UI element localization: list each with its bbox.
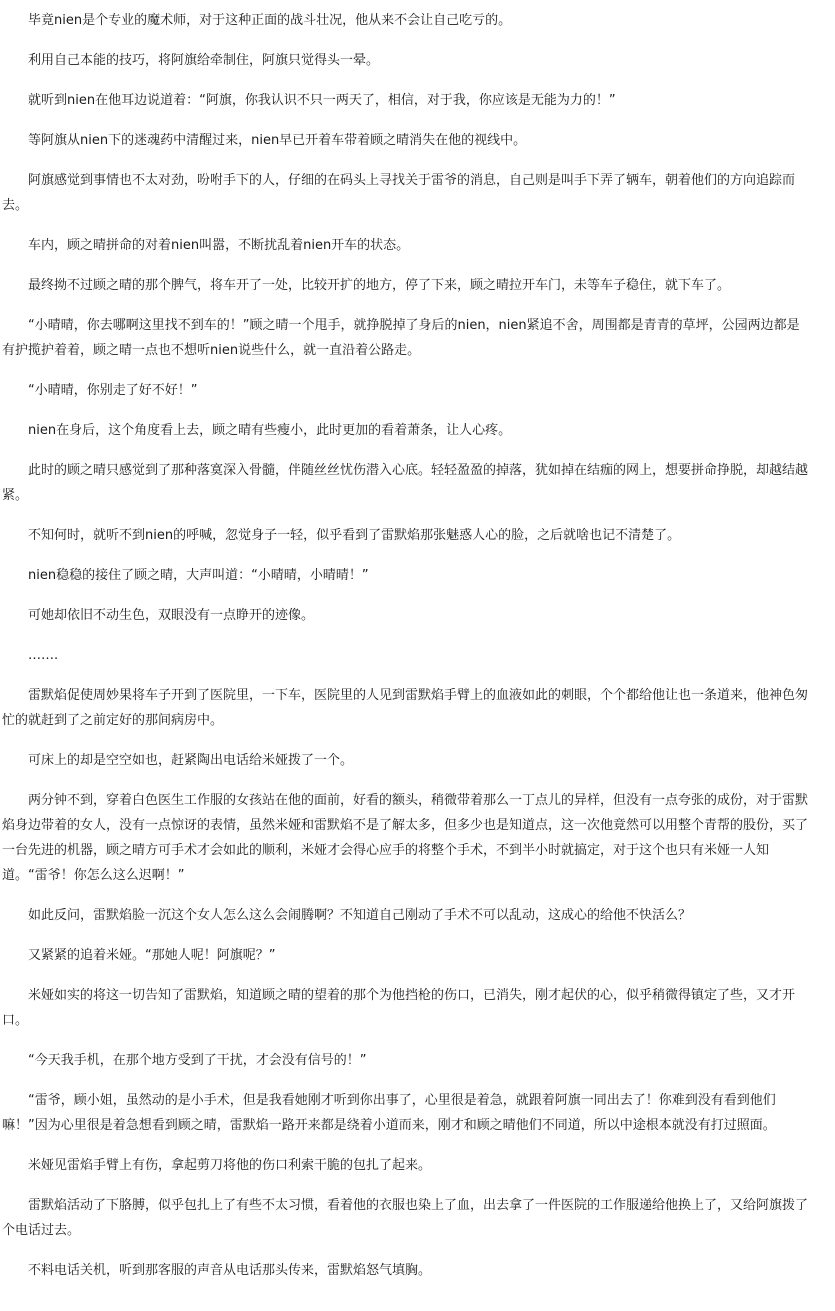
paragraph: 不料电话关机，听到那客服的声音从电话那头传来，雷默焰怒气填胸。: [28, 1263, 432, 1278]
paragraph: 就听到nien在他耳边说道着：“阿旗，你我认识不只一两天了，相信，对于我，你应该是无能为力的！”: [28, 93, 616, 108]
paragraph: 最终拗不过顾之晴的那个脾气，将车开了一处，比较开扩的地方，停了下来，顾之晴拉开车门，未等车子稳住，就下车了。: [28, 278, 731, 293]
paragraph: 可她却依旧不动生色，双眼没有一点睁开的迹像。: [28, 608, 315, 623]
paragraph: “小晴晴，你去哪啊这里找不到车的！”顾之晴一个甩手，就挣脱掉了身后的nien，nien紧追不舍，周围都是青青的草坪，公园两边都是有护揽护着着，顾之晴一点也不想听nien说些什么，就一直沿着公路走。: [2, 318, 800, 358]
paragraph: 不知何时，就听不到nien的呼喊，忽觉身子一轻，似乎看到了雷默焰那张魅惑人心的脸，之后就啥也记不清楚了。: [28, 528, 681, 543]
paragraph: 阿旗感觉到事情也不太对劲，吩咐手下的人，仔细的在码头上寻找关于雷爷的消息，自己则是叫手下弄了辆车，朝着他们的方向追踪而去。: [2, 173, 796, 213]
paragraph: …….: [28, 648, 59, 663]
paragraph: “雷爷，顾小姐，虽然动的是小手术，但是我看她刚才听到你出事了，心里很是着急，就跟着阿旗一同出去了！你难到没有看到他们嘛！”因为心里很是着急想看到顾之晴，雷默焰一路开来都是绕着小道而来，刚才和顾之晴他们不同道，所以中途根本就没有打过照面。: [2, 1093, 776, 1133]
paragraph: 两分钟不到，穿着白色医生工作服的女孩站在他的面前，好看的额头，稍微带着那么一丁点儿的异样，但没有一点夸张的成份，对于雷默焰身边带着的女人，没有一点惊讶的表情，虽然米娅和雷默焰不是了解太多，但多少也是知道点，这一次他竟然可以用整个青帮的股份，买了一台先进的机器，顾之晴方可手术才会如此的顺利，米娅才会得心应手的将整个手术，不到半小时就搞定，对于这个也只有米娅一人知道。“雷爷！你怎么这么迟啊！”: [2, 793, 809, 883]
paragraph: 毕竟nien是个专业的魔术师，对于这种正面的战斗壮况，他从来不会让自己吃亏的。: [28, 13, 512, 28]
paragraph: 车内，顾之晴拼命的对着nien叫嚣，不断扰乱着nien开车的状态。: [28, 238, 410, 253]
paragraph: 此时的顾之晴只感觉到了那种落寞深入骨髓，伴随丝丝忧伤潜入心底。轻轻盈盈的掉落，犹如掉在结痂的网上，想要拼命挣脱，却越结越紧。: [2, 463, 809, 503]
paragraph: 雷默焰活动了下胳膊，似乎包扎上了有些不太习惯，看着他的衣服也染上了血，出去拿了一件医院的工作服递给他换上了，又给阿旗拨了个电话过去。: [2, 1198, 809, 1238]
paragraph: nien稳稳的接住了顾之晴，大声叫道：“小晴晴，小晴晴！”: [28, 568, 369, 583]
paragraph: 米娅如实的将这一切告知了雷默焰，知道顾之晴的望着的那个为他挡枪的伤口，已消失，刚才起伏的心，似乎稍微得镇定了些，又才开口。: [2, 988, 796, 1028]
paragraph: 利用自己本能的技巧，将阿旗给牵制住，阿旗只觉得头一晕。: [28, 53, 380, 68]
paragraph: “小晴晴，你别走了好不好！”: [28, 383, 198, 398]
paragraph: 如此反问，雷默焰脸一沉这个女人怎么这么会闹腾啊？不知道自己刚动了手术不可以乱动，这成心的给他不快活么？: [28, 908, 692, 923]
paragraph: “今天我手机，在那个地方受到了干扰，才会没有信号的！”: [28, 1053, 367, 1068]
paragraph: 米娅见雷焰手臂上有伤，拿起剪刀将他的伤口利索干脆的包扎了起来。: [28, 1158, 432, 1173]
paragraph: 雷默焰促使周妙果将车子开到了医院里，一下车，医院里的人见到雷默焰手臂上的血液如此的刺眼，个个都给他让也一条道来，他神色匆忙的就赶到了之前定好的那间病房中。: [2, 688, 809, 728]
paragraph: 又紧紧的追着米娅。“那她人呢！阿旗呢？”: [28, 948, 276, 963]
paragraph: nien在身后，这个角度看上去，顾之晴有些瘦小，此时更加的看着萧条，让人心疼。: [28, 423, 512, 438]
paragraph: 可床上的却是空空如也，赶紧陶出电话给米娅拨了一个。: [28, 753, 354, 768]
paragraph: 等阿旗从nien下的迷魂药中清醒过来，nien早已开着车带着顾之晴消失在他的视线中。: [28, 133, 527, 148]
